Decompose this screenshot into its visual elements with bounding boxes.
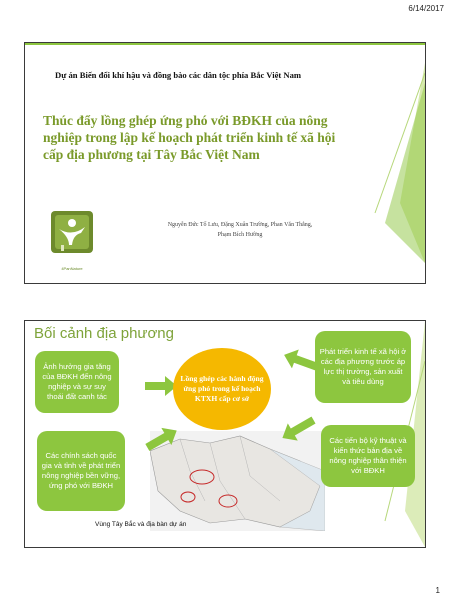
- logo-icon: [47, 209, 97, 259]
- box-national-policies: Các chính sách quốc gia và tỉnh về phát triển nông nghiệp bền vững, ứng phó với BĐKH: [37, 431, 125, 511]
- logo-text: 4PanNature: [61, 266, 83, 271]
- box-economic-development: Phát triển kinh tế xã hội ở các địa phương trước áp lực thị trường, sản xuất và tiêu dùng: [315, 331, 411, 403]
- slide-2-heading: Bối cảnh địa phương: [34, 325, 174, 342]
- authors-line-2: Phạm Bích Hường: [217, 232, 263, 238]
- authors-line-1: Nguyễn Đức Tố Lưu, Đặng Xuân Trường, Phan Văn Thắng,: [167, 222, 313, 228]
- page-number: 1: [435, 586, 440, 595]
- northwest-vietnam-map: [150, 431, 325, 531]
- project-name: Dự án Biến đổi khí hậu và đồng bào các dân tộc phía Bắc Việt Nam: [55, 70, 302, 80]
- date-header: 6/14/2017: [408, 4, 444, 13]
- box-climate-impact: Ảnh hưởng gia tăng của BĐKH đến nông nghiệp và sự suy thoái đất canh tác: [35, 351, 119, 413]
- slide-2: [24, 320, 426, 548]
- decorative-green-stripes: [365, 63, 425, 263]
- map-caption: Vùng Tây Bắc và địa bàn dự án: [95, 521, 187, 528]
- box-technical-advances: Các tiến bộ kỹ thuật và kiến thức bản địa về nông nghiệp thân thiện với BĐKH: [321, 425, 415, 487]
- pannature-logo: [47, 209, 97, 271]
- slide-1-top-line: [25, 43, 425, 45]
- slide-1-title: Thúc đẩy lồng ghép ứng phó với BĐKH của nông nghiệp trong lập kế hoạch phát triển kinh tế xã hội cấp địa phương tại Tây Bắc Việt Nam: [43, 113, 336, 162]
- center-oval: Lồng ghép các hành động ứng phó trong kế hoạch KTXH cấp cơ sở: [173, 348, 271, 430]
- authors: [115, 220, 365, 240]
- slide-1: [24, 42, 426, 284]
